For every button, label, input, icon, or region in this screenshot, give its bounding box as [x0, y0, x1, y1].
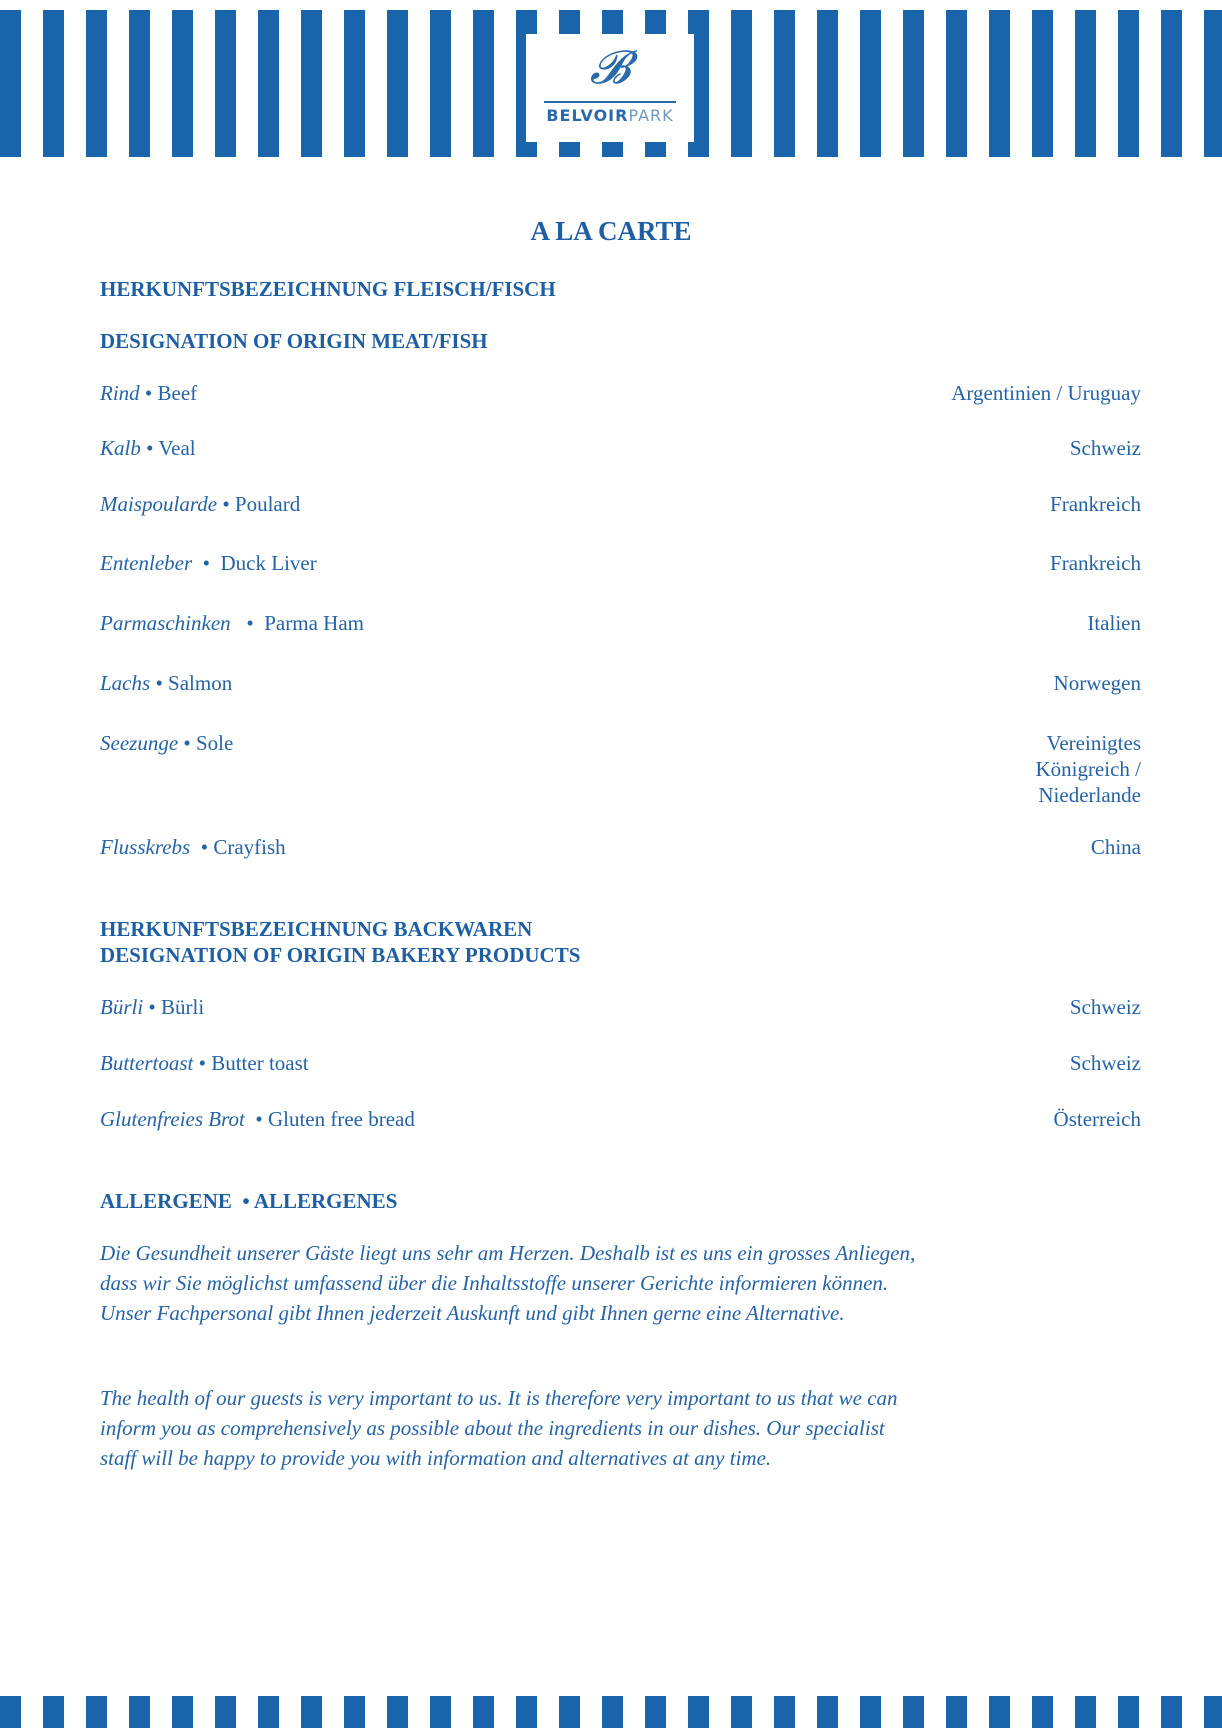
item-name-de: Lachs: [100, 671, 151, 695]
bakery-heading-de: HERKUNFTSBEZEICHNUNG BACKWAREN: [100, 917, 533, 941]
logo-name-light: PARK: [628, 106, 674, 125]
item-name-de: Buttertoast: [100, 1051, 194, 1075]
bullet-separator: •: [155, 671, 163, 695]
item-name-en: Butter toast: [211, 1051, 309, 1075]
item-name-de: Seezunge: [100, 731, 179, 755]
item-origin: Frankreich: [1050, 551, 1141, 575]
item-name-en: Crayfish: [213, 835, 286, 859]
allergens-heading: [100, 1188, 397, 1214]
logo-name-bold: BELVOIR: [546, 106, 629, 125]
bullet-separator: •: [144, 381, 153, 405]
bullet-separator: •: [255, 1107, 263, 1131]
bullet-separator: •: [198, 1051, 206, 1075]
item-origin: Frankreich: [1050, 492, 1141, 516]
item-name-en: Parma Ham: [264, 611, 364, 635]
item-name-en: Gluten free bread: [267, 1107, 415, 1131]
item-name-de: Parmaschinken: [100, 611, 231, 635]
bullet-separator: •: [146, 436, 154, 460]
bottom-stripe-banner: [0, 1696, 1222, 1728]
item-name-de: Entenleber: [100, 551, 193, 575]
logo-wordmark: [528, 106, 692, 125]
bullet-separator: •: [148, 995, 156, 1019]
page-title: A LA CARTE: [530, 216, 692, 246]
item-origin: Italien: [1087, 611, 1141, 635]
logo-monogram: 𝓑: [589, 40, 631, 94]
item-name-de: Glutenfreies Brot: [100, 1107, 245, 1131]
item-name-en: Poulard: [234, 492, 301, 516]
item-name-en: Sole: [196, 731, 234, 755]
item-origin: Schweiz: [1069, 436, 1141, 460]
item-name-de: Rind: [100, 381, 140, 405]
bullet-separator: •: [202, 551, 210, 575]
bullet-separator: •: [246, 611, 254, 635]
item-name-de: Bürli: [100, 995, 144, 1019]
item-name-de: Kalb: [100, 436, 141, 460]
bakery-heading-en: DESIGNATION OF ORIGIN BAKERY PRODUCTS: [100, 943, 581, 967]
bullet-separator: •: [183, 731, 191, 755]
bullet-separator: •: [222, 492, 230, 516]
item-name-de: Maispoularde: [100, 492, 218, 516]
item-name-en: Salmon: [168, 671, 233, 695]
item-origin: [1035, 730, 1141, 808]
allergens-text-de: Die Gesundheit unserer Gäste liegt uns sehr am Herzen. Deshalb ist es uns ein grosses Anliegen, dass wir Sie möglichst umfassend über die Inhaltsstoffe unserer Gerichte informieren können. Unser Fachpersonal gibt Ihnen jederzeit Auskunft und gibt Ihnen gerne eine Alternative.: [100, 1241, 916, 1325]
item-name-en: Bürli: [161, 995, 205, 1019]
meat-fish-heading-de: HERKUNFTSBEZEICHNUNG FLEISCH/FISCH: [100, 277, 556, 301]
origin-line: Niederlande: [1038, 783, 1141, 807]
item-name-en: Veal: [158, 436, 196, 460]
meat-fish-heading-en: DESIGNATION OF ORIGIN MEAT/FISH: [100, 329, 488, 353]
origin-line: Königreich /: [1035, 757, 1141, 781]
item-origin: Argentinien / Uruguay: [951, 381, 1141, 405]
item-origin: Schweiz: [1069, 1051, 1141, 1075]
bullet-separator: •: [200, 835, 209, 859]
item-origin: China: [1090, 835, 1141, 859]
item-origin: Österreich: [1053, 1107, 1141, 1131]
allergens-text-en: The health of our guests is very important to us. It is therefore very important to us that we can inform you as comprehensively as possible about the ingredients in our dishes. Our specialist staff will be happy to provide you with information and alternatives at any time.: [100, 1386, 898, 1470]
allergens-heading-de: ALLERGENE: [100, 1189, 232, 1213]
bullet-separator: •: [242, 1189, 250, 1213]
logo-rule: [544, 101, 676, 103]
allergens-heading-en: ALLERGENES: [253, 1189, 398, 1213]
item-name-en: Duck Liver: [220, 551, 317, 575]
belvoirpark-logo: [528, 36, 692, 140]
item-name-en: Beef: [157, 381, 198, 405]
item-name-de: Flusskrebs: [100, 835, 191, 859]
item-origin: Norwegen: [1053, 671, 1141, 695]
origin-line: Vereinigtes: [1046, 731, 1141, 755]
item-origin: Schweiz: [1069, 995, 1141, 1019]
